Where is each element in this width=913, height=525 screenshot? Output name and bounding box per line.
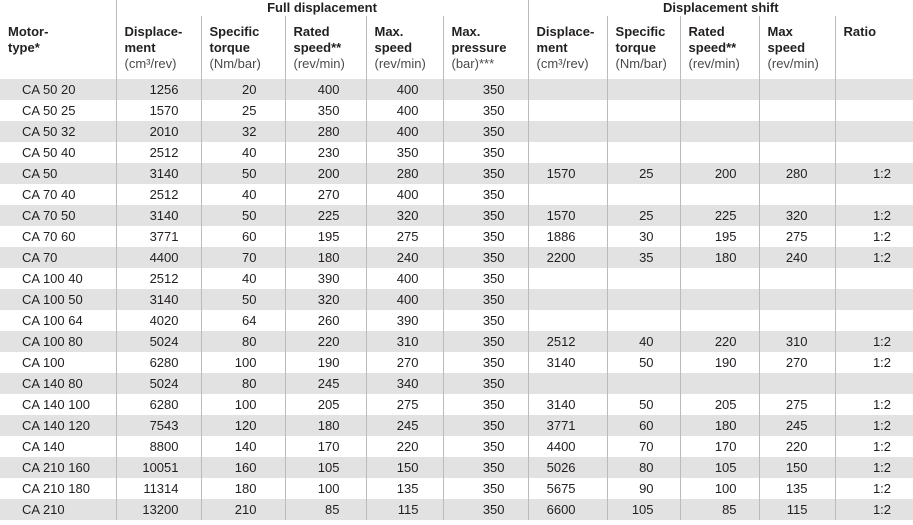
- value-cell: 35: [607, 247, 680, 268]
- value-cell: 2200: [528, 247, 607, 268]
- value-cell: [759, 100, 835, 121]
- value-cell: 120: [201, 415, 285, 436]
- value-cell: 1:2: [835, 331, 913, 352]
- value-cell: [835, 142, 913, 163]
- table-row: [0, 436, 913, 457]
- value-cell: 180: [680, 415, 759, 436]
- value-cell: 240: [759, 247, 835, 268]
- value-cell: [680, 289, 759, 310]
- value-cell: 210: [201, 499, 285, 520]
- column-header-label: ment: [536, 40, 568, 55]
- value-cell: 25: [607, 163, 680, 184]
- value-cell: 5675: [528, 478, 607, 499]
- value-cell: 150: [366, 457, 443, 478]
- value-cell: 350: [443, 394, 528, 415]
- value-cell: [835, 310, 913, 331]
- value-cell: 60: [201, 226, 285, 247]
- column-header-label: speed**: [688, 40, 737, 55]
- column-header-label: Specific: [209, 24, 260, 39]
- column-header: [366, 16, 443, 79]
- column-header: [835, 16, 913, 79]
- value-cell: 1:2: [835, 457, 913, 478]
- value-cell: 1570: [116, 100, 201, 121]
- column-header-label: Rated: [293, 24, 330, 39]
- value-cell: 195: [680, 226, 759, 247]
- column-header-label: speed**: [293, 40, 342, 55]
- value-cell: 170: [680, 436, 759, 457]
- motor-type-cell: CA 140 80: [0, 373, 116, 394]
- table-row: [0, 352, 913, 373]
- motor-type-cell: CA 210 180: [22, 481, 90, 496]
- value-cell: 5026: [528, 457, 607, 478]
- value-cell: 350: [366, 142, 443, 163]
- value-cell: [607, 100, 680, 121]
- value-cell: 20: [201, 79, 285, 100]
- value-cell: 1:2: [835, 226, 913, 247]
- value-cell: 4400: [116, 247, 201, 268]
- value-cell: 2512: [116, 142, 201, 163]
- value-cell: 225: [680, 205, 759, 226]
- table-row: [0, 100, 913, 121]
- column-header-unit: (rev/min): [293, 56, 345, 71]
- value-cell: 50: [201, 289, 285, 310]
- value-cell: 350: [443, 373, 528, 394]
- value-cell: 135: [366, 478, 443, 499]
- value-cell: 350: [443, 121, 528, 142]
- value-cell: 275: [366, 226, 443, 247]
- value-cell: 280: [285, 121, 366, 142]
- value-cell: 350: [443, 184, 528, 205]
- column-header-label: Displace-: [536, 24, 595, 39]
- value-cell: 6280: [116, 394, 201, 415]
- value-cell: 390: [366, 310, 443, 331]
- motor-type-cell: CA 50: [0, 163, 116, 184]
- motor-type-cell: CA 70 40: [22, 187, 76, 202]
- table-row: [0, 373, 913, 394]
- value-cell: 11314: [116, 478, 201, 499]
- value-cell: [680, 184, 759, 205]
- motor-type-cell: CA 50 32: [0, 121, 116, 142]
- motor-type-cell: CA 210: [0, 499, 116, 520]
- value-cell: 6280: [116, 352, 201, 373]
- value-cell: 100: [680, 478, 759, 499]
- value-cell: 40: [201, 142, 285, 163]
- value-cell: [607, 184, 680, 205]
- column-header-unit: (cm³/rev): [536, 56, 589, 71]
- value-cell: 115: [366, 499, 443, 520]
- column-header-label: Specific: [615, 24, 666, 39]
- value-cell: [759, 268, 835, 289]
- value-cell: 1256: [116, 79, 201, 100]
- table-row: [0, 457, 913, 478]
- value-cell: [759, 373, 835, 394]
- value-cell: 350: [443, 100, 528, 121]
- value-cell: 350: [285, 100, 366, 121]
- value-cell: 1:2: [835, 415, 913, 436]
- value-cell: 310: [759, 331, 835, 352]
- table-body: [0, 79, 913, 520]
- value-cell: 320: [285, 289, 366, 310]
- value-cell: 190: [680, 352, 759, 373]
- value-cell: [528, 289, 607, 310]
- value-cell: 4400: [528, 436, 607, 457]
- column-header-unit: (Nm/bar): [209, 56, 261, 71]
- value-cell: [835, 79, 913, 100]
- motor-type-cell: CA 100 40: [22, 271, 83, 286]
- value-cell: 50: [201, 163, 285, 184]
- value-cell: [680, 100, 759, 121]
- value-cell: 275: [366, 394, 443, 415]
- value-cell: 115: [759, 499, 835, 520]
- value-cell: [680, 79, 759, 100]
- value-cell: 6600: [528, 499, 607, 520]
- value-cell: 1:2: [835, 163, 913, 184]
- value-cell: 340: [366, 373, 443, 394]
- value-cell: 245: [285, 373, 366, 394]
- value-cell: [759, 142, 835, 163]
- group-header-row: [0, 0, 913, 16]
- value-cell: 400: [366, 100, 443, 121]
- value-cell: 3140: [528, 352, 607, 373]
- column-header-label: torque: [209, 40, 250, 55]
- value-cell: [528, 268, 607, 289]
- value-cell: [528, 184, 607, 205]
- value-cell: 105: [680, 457, 759, 478]
- value-cell: 1:2: [835, 436, 913, 457]
- value-cell: 1886: [528, 226, 607, 247]
- value-cell: 50: [607, 352, 680, 373]
- value-cell: 135: [759, 478, 835, 499]
- value-cell: 350: [443, 142, 528, 163]
- column-header-unit: (bar)***: [451, 56, 495, 71]
- value-cell: 60: [607, 415, 680, 436]
- value-cell: 13200: [116, 499, 201, 520]
- value-cell: 350: [443, 310, 528, 331]
- value-cell: 320: [366, 205, 443, 226]
- value-cell: 260: [285, 310, 366, 331]
- value-cell: 90: [607, 478, 680, 499]
- column-header: [116, 16, 201, 79]
- value-cell: 85: [680, 499, 759, 520]
- value-cell: 80: [607, 457, 680, 478]
- table-row: [0, 331, 913, 352]
- motor-type-cell: CA 100: [22, 355, 65, 370]
- value-cell: [835, 373, 913, 394]
- value-cell: 200: [285, 163, 366, 184]
- value-cell: [680, 142, 759, 163]
- table-row: [0, 79, 913, 100]
- table-row: [0, 268, 913, 289]
- value-cell: 350: [443, 289, 528, 310]
- motor-type-cell: CA 140 120: [0, 415, 116, 436]
- value-cell: 270: [366, 352, 443, 373]
- value-cell: 350: [443, 163, 528, 184]
- value-cell: 400: [366, 79, 443, 100]
- value-cell: 280: [366, 163, 443, 184]
- value-cell: 70: [201, 247, 285, 268]
- column-header: [607, 16, 680, 79]
- column-header-label: speed: [374, 40, 413, 55]
- value-cell: 3140: [116, 205, 201, 226]
- table-row: [0, 499, 913, 520]
- table-row: [0, 247, 913, 268]
- value-cell: 400: [366, 268, 443, 289]
- value-cell: 350: [443, 478, 528, 499]
- column-header-unit: (cm³/rev): [124, 56, 177, 71]
- value-cell: 1:2: [835, 352, 913, 373]
- value-cell: 40: [201, 184, 285, 205]
- column-header: [759, 16, 835, 79]
- motor-type-cell: CA 70 50: [0, 205, 116, 226]
- column-header-label: type*: [8, 40, 40, 55]
- value-cell: 245: [366, 415, 443, 436]
- value-cell: 25: [607, 205, 680, 226]
- value-cell: 350: [443, 247, 528, 268]
- value-cell: 350: [443, 79, 528, 100]
- value-cell: 310: [366, 331, 443, 352]
- value-cell: [680, 268, 759, 289]
- value-cell: 1570: [528, 205, 607, 226]
- motor-type-cell: CA 50 40: [22, 145, 76, 160]
- table-row: [0, 205, 913, 226]
- value-cell: 3140: [116, 163, 201, 184]
- value-cell: [607, 373, 680, 394]
- value-cell: 4020: [116, 310, 201, 331]
- value-cell: 225: [285, 205, 366, 226]
- value-cell: [835, 121, 913, 142]
- value-cell: 2512: [116, 184, 201, 205]
- value-cell: 3771: [116, 226, 201, 247]
- value-cell: 350: [443, 499, 528, 520]
- value-cell: [528, 100, 607, 121]
- value-cell: 180: [201, 478, 285, 499]
- column-header-label: ment: [124, 40, 156, 55]
- value-cell: 80: [201, 331, 285, 352]
- column-header-label: Rated: [688, 24, 725, 39]
- value-cell: 270: [285, 184, 366, 205]
- value-cell: 180: [285, 247, 366, 268]
- column-header-unit: (rev/min): [688, 56, 740, 71]
- value-cell: 400: [366, 184, 443, 205]
- value-cell: 100: [201, 394, 285, 415]
- value-cell: 350: [443, 415, 528, 436]
- value-cell: 2010: [116, 121, 201, 142]
- column-header-row: [0, 16, 913, 79]
- column-header-unit: (rev/min): [374, 56, 426, 71]
- value-cell: [835, 100, 913, 121]
- column-header-label: torque: [615, 40, 656, 55]
- value-cell: 2512: [528, 331, 607, 352]
- value-cell: 1570: [528, 163, 607, 184]
- column-header-unit: (rev/min): [767, 56, 819, 71]
- value-cell: 40: [201, 268, 285, 289]
- value-cell: 275: [759, 226, 835, 247]
- table-row: [0, 226, 913, 247]
- motor-type-cell: CA 50 25: [22, 103, 76, 118]
- motor-type-cell: CA 140 100: [22, 397, 90, 412]
- value-cell: 390: [285, 268, 366, 289]
- value-cell: 220: [759, 436, 835, 457]
- value-cell: 280: [759, 163, 835, 184]
- value-cell: 170: [285, 436, 366, 457]
- value-cell: [528, 79, 607, 100]
- column-header-label: Motor-: [8, 24, 49, 39]
- motor-type-cell: CA 70: [0, 247, 116, 268]
- value-cell: [759, 79, 835, 100]
- column-header: [285, 16, 366, 79]
- value-cell: 180: [285, 415, 366, 436]
- value-cell: 240: [366, 247, 443, 268]
- motor-type-cell: CA 50 20: [0, 79, 116, 100]
- value-cell: [607, 79, 680, 100]
- value-cell: 245: [759, 415, 835, 436]
- value-cell: 195: [285, 226, 366, 247]
- value-cell: 220: [680, 331, 759, 352]
- value-cell: 8800: [116, 436, 201, 457]
- value-cell: 64: [201, 310, 285, 331]
- column-header-label: Max.: [374, 24, 404, 39]
- value-cell: 25: [201, 100, 285, 121]
- motor-type-cell: CA 140: [22, 439, 65, 454]
- value-cell: 350: [443, 226, 528, 247]
- column-header: [201, 16, 285, 79]
- motor-type-cell: CA 100 64: [22, 313, 83, 328]
- value-cell: 350: [443, 436, 528, 457]
- column-header: [443, 16, 528, 79]
- motor-type-cell: CA 70 60: [22, 229, 76, 244]
- value-cell: 40: [607, 331, 680, 352]
- value-cell: 180: [680, 247, 759, 268]
- value-cell: 3140: [528, 394, 607, 415]
- value-cell: 350: [443, 205, 528, 226]
- value-cell: 350: [443, 352, 528, 373]
- value-cell: 320: [759, 205, 835, 226]
- column-header-label: pressure: [451, 40, 507, 55]
- column-header: [528, 16, 607, 79]
- value-cell: 2512: [116, 268, 201, 289]
- value-cell: 270: [759, 352, 835, 373]
- value-cell: [528, 142, 607, 163]
- column-header-label: Max.: [451, 24, 481, 39]
- value-cell: 1:2: [835, 247, 913, 268]
- value-cell: 50: [201, 205, 285, 226]
- value-cell: 105: [285, 457, 366, 478]
- value-cell: 350: [443, 331, 528, 352]
- value-cell: 350: [443, 457, 528, 478]
- column-header-label: speed: [767, 40, 806, 55]
- value-cell: 3140: [116, 289, 201, 310]
- value-cell: [759, 289, 835, 310]
- table-row: [0, 415, 913, 436]
- value-cell: 190: [285, 352, 366, 373]
- group-header-blank: [0, 0, 116, 16]
- motor-type-cell: CA 210 160: [0, 457, 116, 478]
- value-cell: 80: [201, 373, 285, 394]
- value-cell: 220: [366, 436, 443, 457]
- value-cell: [607, 121, 680, 142]
- value-cell: 3771: [528, 415, 607, 436]
- table-row: [0, 184, 913, 205]
- table-row: [0, 121, 913, 142]
- value-cell: 140: [201, 436, 285, 457]
- value-cell: [835, 289, 913, 310]
- value-cell: 100: [201, 352, 285, 373]
- table-row: [0, 163, 913, 184]
- group-header-displacement-shift: Displacement shift: [528, 0, 913, 16]
- value-cell: [607, 268, 680, 289]
- value-cell: [680, 121, 759, 142]
- value-cell: 5024: [116, 373, 201, 394]
- value-cell: 150: [759, 457, 835, 478]
- value-cell: 50: [607, 394, 680, 415]
- group-header-full-displacement: Full displacement: [116, 0, 528, 16]
- column-header: [0, 16, 116, 79]
- value-cell: 400: [366, 121, 443, 142]
- table-row: [0, 289, 913, 310]
- value-cell: 30: [607, 226, 680, 247]
- value-cell: [680, 310, 759, 331]
- value-cell: 105: [607, 499, 680, 520]
- value-cell: [835, 184, 913, 205]
- value-cell: 85: [285, 499, 366, 520]
- table-row: [0, 394, 913, 415]
- value-cell: [607, 310, 680, 331]
- value-cell: 400: [285, 79, 366, 100]
- value-cell: 1:2: [835, 499, 913, 520]
- value-cell: [528, 310, 607, 331]
- value-cell: 275: [759, 394, 835, 415]
- value-cell: 160: [201, 457, 285, 478]
- column-header-label: Displace-: [124, 24, 183, 39]
- value-cell: [759, 310, 835, 331]
- value-cell: [759, 121, 835, 142]
- value-cell: 220: [285, 331, 366, 352]
- value-cell: 7543: [116, 415, 201, 436]
- value-cell: 10051: [116, 457, 201, 478]
- value-cell: 5024: [116, 331, 201, 352]
- column-header: [680, 16, 759, 79]
- value-cell: [759, 184, 835, 205]
- column-header-label: Max: [767, 24, 793, 39]
- table-row: [0, 142, 913, 163]
- motor-type-cell: CA 100 80: [0, 331, 116, 352]
- value-cell: 70: [607, 436, 680, 457]
- value-cell: 1:2: [835, 394, 913, 415]
- value-cell: 205: [285, 394, 366, 415]
- value-cell: 205: [680, 394, 759, 415]
- value-cell: 100: [285, 478, 366, 499]
- value-cell: 32: [201, 121, 285, 142]
- value-cell: 1:2: [835, 478, 913, 499]
- value-cell: [680, 373, 759, 394]
- value-cell: [528, 373, 607, 394]
- value-cell: [835, 268, 913, 289]
- value-cell: [607, 289, 680, 310]
- column-header-unit: (Nm/bar): [615, 56, 667, 71]
- value-cell: [528, 121, 607, 142]
- table-row: [0, 310, 913, 331]
- value-cell: 350: [443, 268, 528, 289]
- value-cell: 230: [285, 142, 366, 163]
- value-cell: 1:2: [835, 205, 913, 226]
- column-header-label: Ratio: [843, 24, 877, 39]
- value-cell: 400: [366, 289, 443, 310]
- motor-type-cell: CA 100 50: [0, 289, 116, 310]
- value-cell: [607, 142, 680, 163]
- value-cell: 200: [680, 163, 759, 184]
- table-row: [0, 478, 913, 499]
